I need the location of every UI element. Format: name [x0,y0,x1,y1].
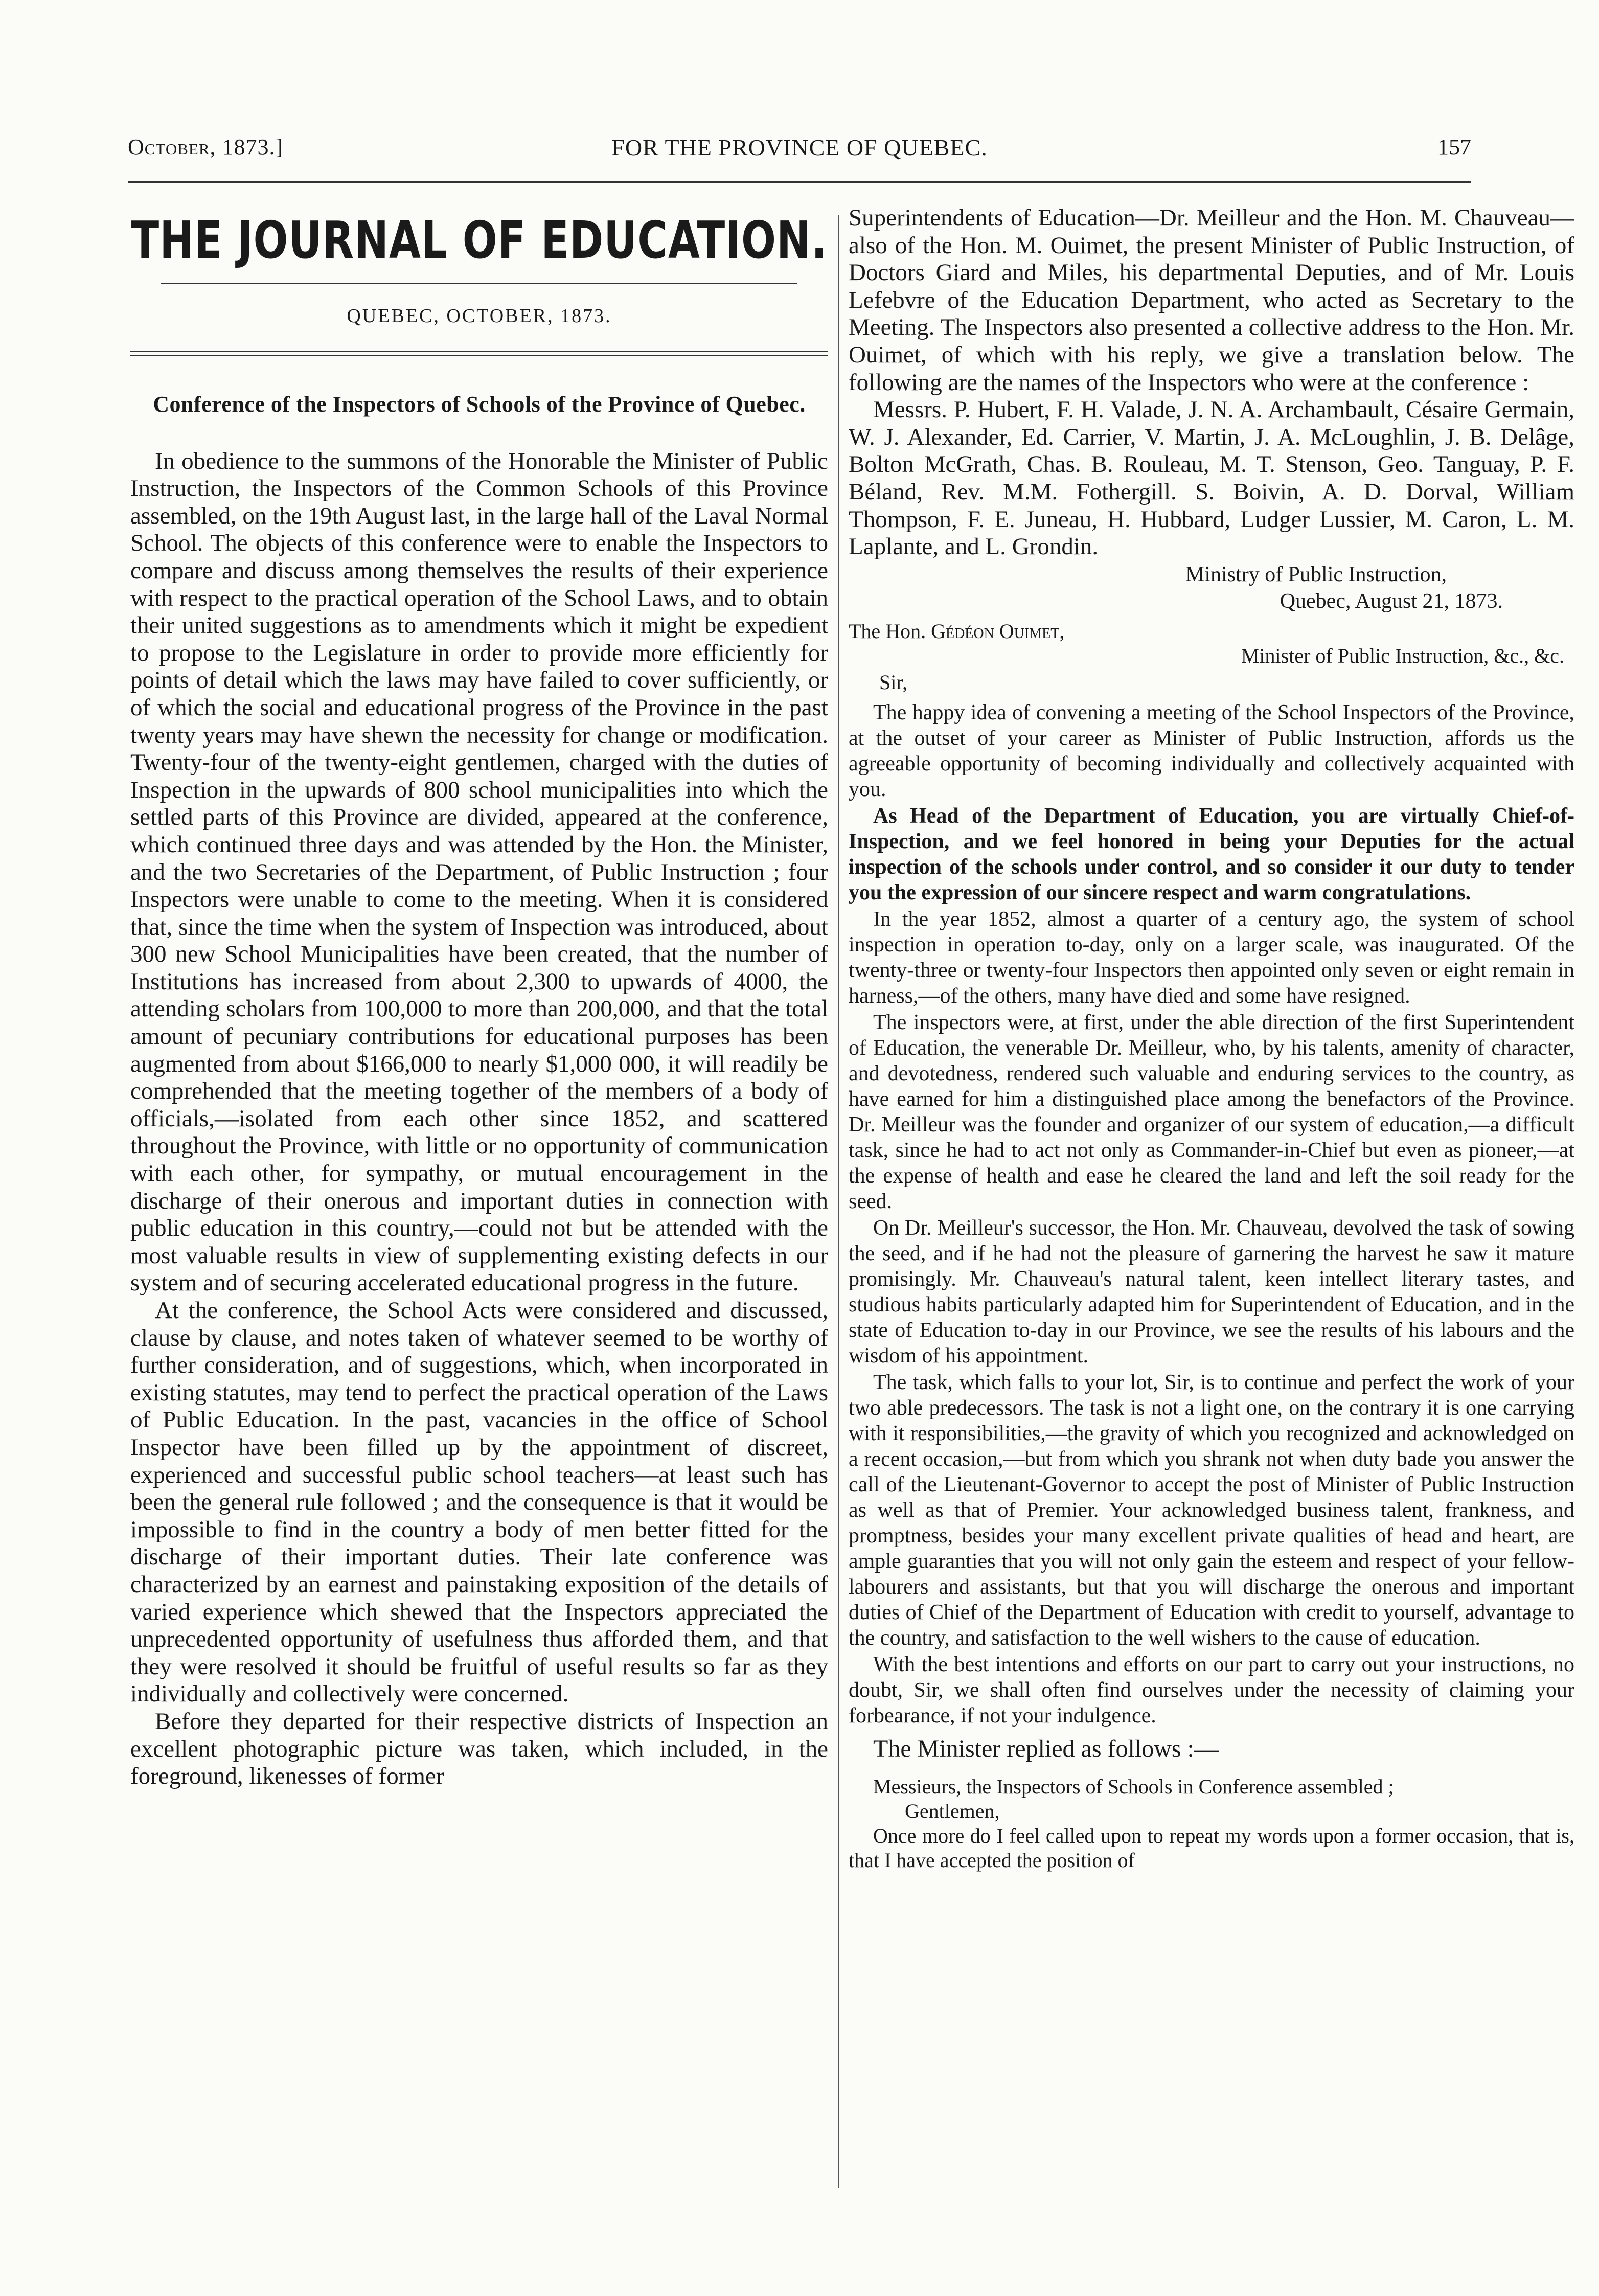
right-column [849,204,1574,2188]
reply-paragraph: Once more do I feel called upon to repeat my words upon a former occasion, that is, that I have accepted the position of [849,1824,1574,1872]
letter-date-line: Quebec, August 21, 1873. [1280,589,1503,613]
masthead-rule [161,283,797,284]
left-column [130,204,828,2188]
letter-addressee [849,619,1574,644]
column-divider [838,215,839,2188]
page-number: 157 [1437,134,1471,160]
inspector-names: Messrs. P. Hubert, F. H. Valade, J. N. A. Archambault, Césaire Germain, W. J. Alexander, Ed. Carrier, V. Martin, J. A. McLoughlin, J. B. Delâge, Bolton McGrath, Chas. B. Rouleau, M. T. Stenson, Geo. Tanguay, P. F. Béland, Rev. M.M. Fothergill. S. Boivin, A. D. Dorval, William Thompson, F. E. Juneau, H. Hubbard, Ludger Lussier, M. Caron, L. M. Laplante, and L. Grondin. [849,396,1574,560]
article-paragraph: Before they departed for their respective districts of Inspection an excellent photographic picture was taken, which included, in the foreground, likenesses of former [130,1708,828,1790]
letter-from-line: Ministry of Public Instruction, [1185,562,1447,586]
letter-paragraph: The task, which falls to your lot, Sir, is to continue and perfect the work of your two able predecessors. The task is not a light one, on the contrary it is one carrying with it responsibilities,—the gravity of which you recognized and acknowledged on a recent occasion,—but from which you shrank not when duty bade you answer the call of the Lieutenant-Governor to accept the post of Minister of Public Instruction as well as that of Premier. Your acknowledged business talent, frankness, and promptness, besides your many excellent private qualities of head and heart, are ample guaranties that you will not only gain the esteem and respect of your fellow-labourers and assistants, but that you will discharge the onerous and important duties of Chief of the Department of Education with credit to yourself, advantage to the country, and satisfaction to the well wishers to the cause of education. [849,1370,1574,1650]
running-header [128,134,1471,170]
reply-intro: The Minister replied as follows :— [873,1735,1219,1762]
header-rule [128,181,1471,183]
addressee-name: Gédéon Ouimet, [931,619,1065,643]
header-title: FOR THE PROVINCE OF QUEBEC. [611,134,988,161]
dateline: QUEBEC, OCTOBER, 1873. [347,305,612,327]
article-paragraph: In obedience to the summons of the Honorable the Minister of Public Instruction, the Inspectors of the Common Schools of this Province assembled, on the 19th August last, in the large hall of the Laval Normal School. The objects of this conference were to enable the Inspectors to compare and discuss among themselves the results of their experience with respect to the practical operation of the School Laws, and to obtain their united suggestions as to amendments which it might be expedient to propose to the Legislature in order to provide more efficiently for points of detail which the laws may have failed to cover sufficiently, or of which the social and educational progress of the Province in the past twenty years may have shewn the necessity for change or modification. Twenty-four of the twenty-eight gentlemen, charged with the duties of Inspection in the upwards of 800 school municipalities into which the settled parts of this Province are divided, appeared at the conference, which continued three days and was attended by the Hon. the Minister, and the two Secretaries of the Department, of Public Instruction ; four Inspectors were unable to come to the meeting. When it is considered that, since the time when the system of Inspection was introduced, about 300 new School Municipalities have been created, that the number of Institutions has increased from about 2,300 to upwards of 4000, the attending scholars from 100,000 to more than 200,000, and that the total amount of pecuniary contributions for educational purposes has been augmented from about $166,000 to nearly $1,000 000, it will readily be comprehended that the meeting together of the members of a body of officials,—isolated from each other since 1852, and scattered throughout the Province, with little or no opportunity of communication with each other, for sympathy, or mutual encouragement in the discharge of their onerous and important duties in connection with public education in this country,—could not but be attended with the most valuable results in view of supplementing existing defects in our system and of securing accelerated educational progress in the future. [130,447,828,1297]
article-paragraph: Superintendents of Education—Dr. Meilleur and the Hon. M. Chauveau—also of the Hon. M. Ouimet, the present Minister of Public Instruction, of Doctors Giard and Miles, his departmental Deputies, and of Mr. Louis Lefebvre of the Education Department, who acted as Secretary to the Meeting. The Inspectors also presented a collective address to the Hon. Mr. Ouimet, of which with his reply, we give a translation below. The following are the names of the Inspectors who were at the conference : [849,204,1574,396]
letter-paragraph: On Dr. Meilleur's successor, the Hon. Mr. Chauveau, devolved the task of sowing the seed, and if he had not the pleasure of garnering the harvest he saw it mature promisingly. Mr. Chauveau's natural talent, keen intellect literary tastes, and studious habits particularly adapted him for Superintendent of Education, and in the state of Education to-day in our Province, we see the results of his labours and the wisdom of his appointment. [849,1216,1574,1368]
letter-salutation: Sir, [879,670,908,694]
masthead: THE JOURNAL OF EDUCATION. [131,210,828,270]
address-letter [849,562,1574,1729]
reply-salutation: Messieurs, the Inspectors of Schools in Conference assembled ; [873,1775,1394,1798]
addressee-title: Minister of Public Instruction, &c., &c. [1241,644,1564,667]
section-rule [130,351,828,356]
article-heading: Conference of the Inspectors of Schools of the Province of Quebec. [153,391,806,417]
letter-paragraph: In the year 1852, almost a quarter of a century ago, the system of school inspection in operation to-day, only on a larger scale, was inaugurated. Of the twenty-three or twenty-four Inspectors then appointed only seven or eight remain in harness,—of the others, many have died and some have resigned. [849,907,1574,1008]
letter-paragraph: As Head of the Department of Education, you are virtually Chief-of-Inspection, and we feel honored in being your Deputies for the actual inspection of the schools under control, and so consider it our duty to tender you the expression of our sincere respect and warm congratulations. [849,804,1574,904]
letter-paragraph: The inspectors were, at first, under the able direction of the first Superintendent of Education, the venerable Dr. Meilleur, who, by his talents, amenity of character, and devotedness, rendered such valuable and enduring services to the country, as have earned for him a distinguished place among the benefactors of the Province. Dr. Meilleur was the founder and organizer of our system of education,—a difficult task, since he had to act not only as Commander-in-Chief but even as pioneer,—at the expense of health and ease he cleared the land and left the soil ready for the seed. [849,1010,1574,1213]
letter-paragraph: With the best intentions and efforts on our part to carry out your instructions, no doubt, Sir, we shall often find ourselves under the necessity of claiming your forbearance, if not your indulgence. [849,1652,1574,1727]
header-date: October, 1873.] [128,134,284,160]
addressee-prefix: The Hon. [849,619,926,643]
reply-gentlemen: Gentlemen, [905,1799,1000,1823]
article-paragraph: At the conference, the School Acts were considered and discussed, clause by clause, and notes taken of whatever seemed to be worthy of further consideration, and of suggestions, which, when incorporated in existing statutes, may tend to perfect the practical operation of the Laws of Public Education. In the past, vacancies in the office of School Inspector have been filled up by the appointment of discreet, experienced and successful public school teachers—at least such has been the general rule followed ; and the consequence is that it would be impossible to find in the country a body of men better fitted for the discharge of their important duties. Their late conference was characterized by an earnest and painstaking exposition of the details of varied experience which shewed that the Inspectors appreciated the unprecedented opportunity of usefulness thus afforded them, and that they were resolved it should be fruitful of useful results so far as they individually and collectively were concerned. [130,1297,828,1708]
letter-paragraph: The happy idea of convening a meeting of the School Inspectors of the Province, at the outset of your career as Minister of Public Instruction, affords us the agreeable opportunity of becoming individually and collectively acquainted with you. [849,700,1574,801]
